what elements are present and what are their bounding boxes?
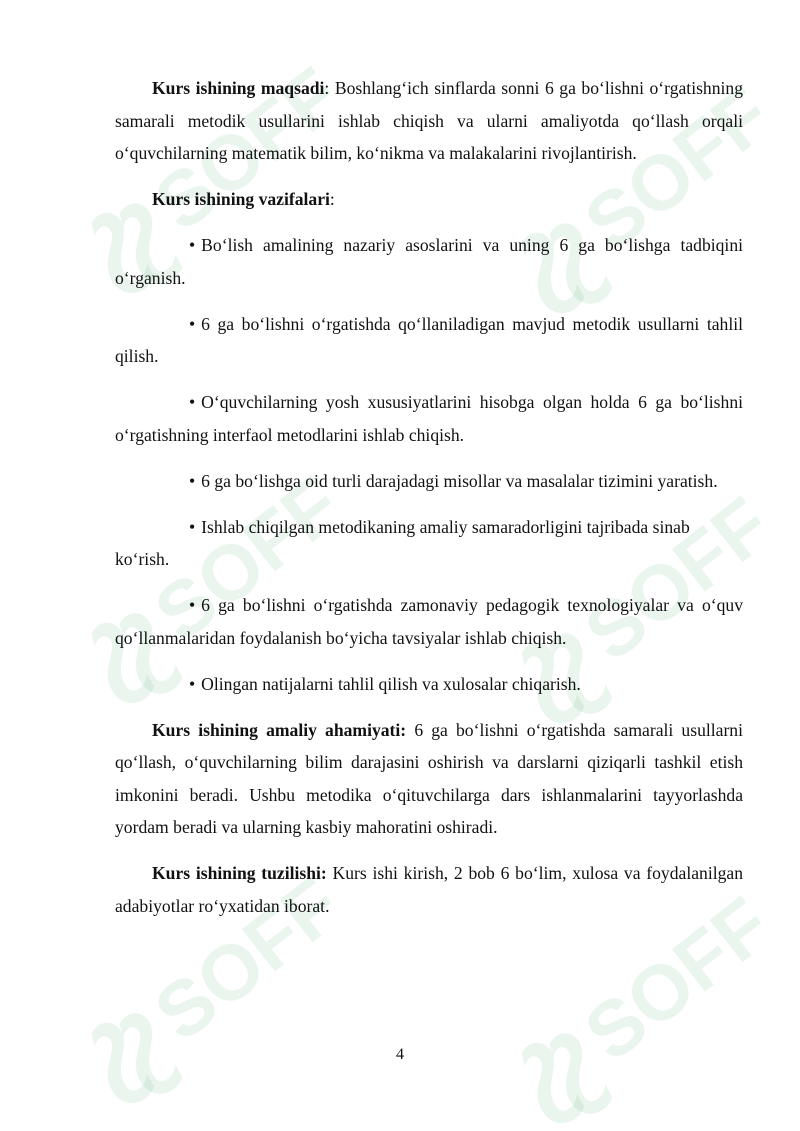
significance-heading: Kurs ishining amaliy ahamiyati: (152, 719, 407, 740)
task-item (115, 511, 743, 576)
task-text: 6 ga bo‘lishga oid turli darajadagi misollar va masalalar tizimini yaratish. (201, 470, 718, 491)
bullet-icon: • (189, 595, 196, 615)
page-number: 4 (396, 1046, 404, 1063)
task-text: Bo‘lish amalining nazariy asoslarini va uning 6 ga bo‘lishga tadbiqini o‘rganish. (115, 235, 743, 288)
task-item (115, 465, 743, 498)
goal-text: : Boshlang‘ich sinflarda sonni 6 ga bo‘lishni o‘rgatishning samarali metodik usullarini ishlab chiqish va ularni amaliyotda qo‘llash orqali o‘quvchilarning matematik bilim, ko‘nikma va malakalarini rivojlantirish. (115, 78, 744, 163)
structure-text: Kurs ishi kirish, 2 bob 6 bo‘lim, xulosa va foydalanilgan adabiyotlar ro‘yxatidan iborat. (115, 863, 743, 916)
structure-heading: Kurs ishining tuzilishi: (152, 863, 327, 883)
task-item (115, 386, 743, 451)
task-text: 6 ga bo‘lishni o‘rgatishda qo‘llaniladigan mavjud metodik usullarni tahlil qilish. (115, 313, 743, 366)
goal-paragraph (115, 72, 743, 170)
bullet-icon: • (189, 470, 196, 491)
tasks-heading-colon: : (329, 189, 335, 209)
task-item (115, 589, 743, 654)
significance-text: 6 ga bo‘lishni o‘rgatishda samarali usullarni qo‘llash, o‘quvchilarning bilim darajasini oshirish va darslarni qiziqarli tashkil etish imkonini beradi. Ushbu metodika o‘qituvchilarga dars ishlanmalarini tayyorlashda yordam beradi va ularning kasbiy mahoratini oshiradi. (115, 719, 743, 837)
bullet-icon: • (189, 516, 196, 537)
document-body (115, 72, 743, 936)
task-text: O‘quvchilarning yosh xususiyatlarini hisobga olgan holda 6 ga bo‘lishni o‘rgatishning interfaol metodlarini ishlab chiqish. (115, 392, 743, 445)
watermark-layer: SOFF (0, 0, 800, 1131)
task-item (115, 668, 743, 701)
goal-heading: Kurs ishining maqsadi (152, 78, 325, 98)
bullet-icon: • (189, 235, 196, 255)
task-item (115, 229, 743, 294)
bullet-icon: • (189, 673, 196, 694)
task-item (115, 308, 743, 373)
task-text: 6 ga bo‘lishni o‘rgatishda zamonaviy pedagogik texnologiyalar va o‘quv qo‘llanmalaridan foydalanish bo‘yicha tavsiyalar ishlab chiqish. (115, 595, 743, 648)
task-text: Ishlab chiqilgan metodikaning amaliy samaradorligini tajribada sinab ko‘rish. (115, 516, 690, 569)
bullet-icon: • (189, 392, 196, 412)
bullet-icon: • (189, 313, 196, 334)
tasks-heading: Kurs ishining vazifalari (152, 189, 330, 209)
task-text: Olingan natijalarni tahlil qilish va xulosalar chiqarish. (201, 673, 581, 694)
tasks-heading-paragraph (115, 183, 743, 216)
significance-paragraph (115, 714, 743, 844)
structure-paragraph (115, 857, 743, 922)
